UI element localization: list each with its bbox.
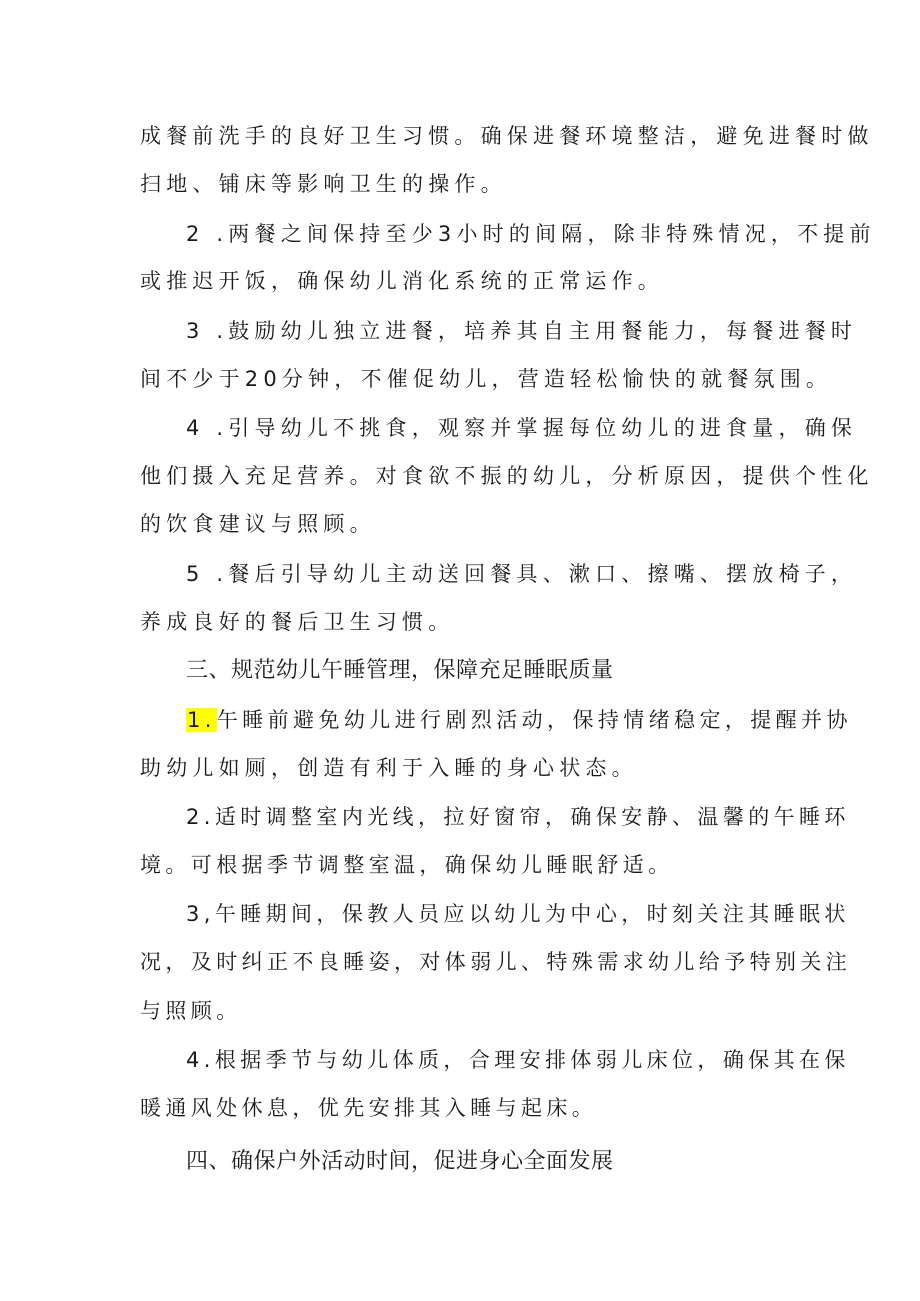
list-item-4: 4.根据季节与幼儿体质，合理安排体弱儿床位，确保其在保 [186,1048,850,1072]
paragraph-line: 的饮食建议与照顾。 [140,512,376,536]
paragraph-line: 况，及时纠正不良睡姿，对体弱儿、特殊需求幼儿给予特别关注 [140,950,852,974]
list-item-4: 4 .引导幼儿不挑食，观察并掌握每位幼儿的进食量，确保 [186,416,858,440]
section-heading-4: 四、确保户外活动时间，促进身心全面发展 [186,1149,614,1174]
paragraph-line: 成餐前洗手的良好卫生习惯。确保进餐环境整洁，避免进餐时做 [140,124,874,148]
list-item-text: 午睡前避免幼儿进行剧烈活动，保持情绪稳定，提醒并协 [216,708,852,732]
list-item-2: 2.适时调整室内光线，拉好窗帘，确保安静、温馨的午睡环 [186,805,850,829]
section-heading-3: 三、规范幼儿午睡管理，保障充足睡眠质量 [186,658,614,683]
paragraph-line: 与照顾。 [140,999,242,1023]
paragraph-line: 助幼儿如厕，创造有利于入睡的身心状态。 [140,756,638,780]
list-item-3: 3 .鼓励幼儿独立进餐，培养其自主用餐能力，每餐进餐时 [186,319,858,343]
paragraph-line: 境。可根据季节调整室温，确保幼儿睡眠舒适。 [140,853,674,877]
paragraph-line: 间不少于20分钟，不催促幼儿，营造轻松愉快的就餐氛围。 [140,367,833,391]
paragraph-line: 他们摄入充足营养。对食欲不振的幼儿，分析原因，提供个性化 [140,464,874,488]
paragraph-line: 养成良好的餐后卫生习惯。 [140,610,455,634]
highlighted-number: 1. [187,708,216,732]
paragraph-line: 暖通风处休息，优先安排其入睡与起床。 [140,1096,598,1120]
paragraph-line: 或推迟开饭，确保幼儿消化系统的正常运作。 [140,269,664,293]
list-item-2: 2 .两餐之间保持至少3小时的间隔，除非特殊情况，不提前 [186,222,876,246]
paragraph-line: 扫地、铺床等影响卫生的操作。 [140,172,507,196]
list-item-1 [186,705,852,735]
list-item-5: 5 .餐后引导幼儿主动送回餐具、漱口、擦嘴、摆放椅子， [186,562,858,586]
list-item-3: 3,午睡期间，保教人员应以幼儿为中心，时刻关注其睡眠状 [186,902,850,926]
